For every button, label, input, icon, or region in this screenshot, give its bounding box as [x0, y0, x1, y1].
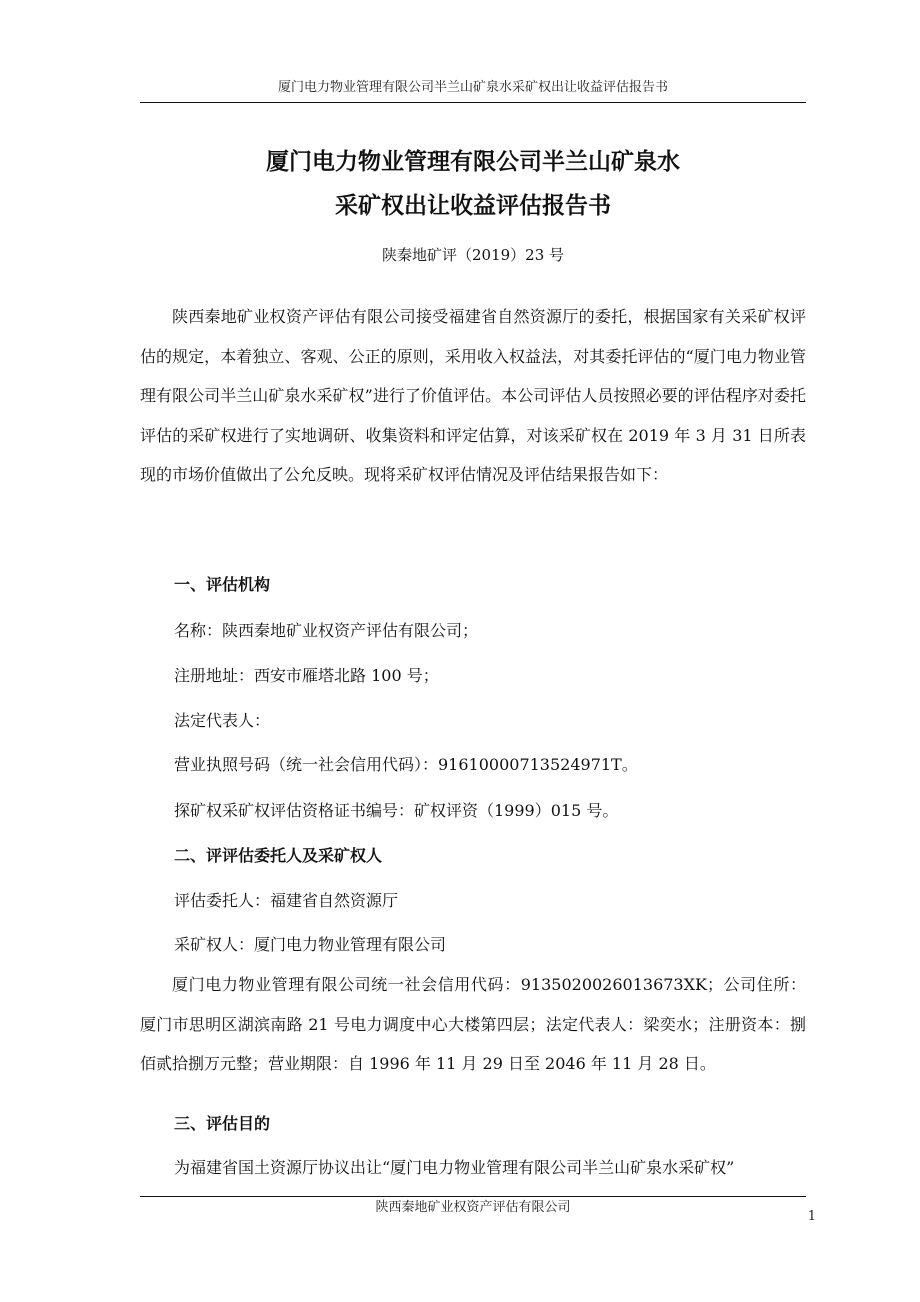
title-line-1: 厦门电力物业管理有限公司半兰山矿泉水	[266, 149, 680, 175]
intro-paragraph: 陕西秦地矿业权资产评估有限公司接受福建省自然资源厅的委托，根据国家有关采矿权评估的规定，本着独立、客观、公正的原则，采用收入权益法，对其委托评估的“厦门电力物业管理有限公司半兰山矿泉水采矿权”进行了价值评估。本公司评估人员按照必要的评估程序对委托评估的采矿权进行了实地调研、收集资料和评定估算，对该采矿权在 2019 年 3 月 31 日所表现的市场价值做出了公允反映。现将采矿权评估情况及评估结果报告如下：	[140, 307, 806, 484]
section-3-heading: 三、评估目的	[174, 1114, 271, 1133]
agency-name: 名称：陕西秦地矿业权资产评估有限公司；	[174, 621, 479, 640]
owner-detail-section	[140, 965, 806, 1084]
agency-license: 营业执照号码（统一社会信用代码）：91610000713524971T。	[174, 755, 638, 774]
purpose-line: 为福建省国土资源厅协议出让“厦门电力物业管理有限公司半兰山矿泉水采矿权”	[174, 1158, 735, 1177]
intro-section	[140, 297, 806, 495]
agency-cert: 探矿权采矿权评估资格证书编号：矿权评资（1999）015 号。	[174, 801, 619, 820]
section-2-heading: 二、评评估委托人及采矿权人	[174, 846, 383, 865]
agency-address: 注册地址：西安市雁塔北路 100 号；	[174, 666, 439, 685]
owner-line: 采矿权人：厦门电力物业管理有限公司	[174, 935, 447, 954]
report-title	[140, 140, 806, 228]
section-1-heading: 一、评估机构	[174, 575, 271, 594]
running-header: 厦门电力物业管理有限公司半兰山矿泉水采矿权出让收益评估报告书	[277, 80, 668, 95]
running-footer: 陕西秦地矿业权资产评估有限公司	[375, 1200, 571, 1215]
header-rule	[140, 102, 806, 103]
owner-detail-paragraph: 厦门电力物业管理有限公司统一社会信用代码：9135020026013673XK；公司住所：厦门市思明区湖滨南路 21 号电力调度中心大楼第四层；法定代表人：梁奕水；注册资本：捌佰贰拾捌万元整；营业期限：自 1996 年 11 月 29 日至 2046 年 11 月 28 日。	[140, 975, 806, 1073]
footer-rule	[140, 1196, 806, 1197]
client-line: 评估委托人：福建省自然资源厅	[174, 891, 399, 910]
agency-legal-rep: 法定代表人：	[174, 711, 271, 730]
page-number: 1	[807, 1209, 816, 1224]
title-line-2: 采矿权出让收益评估报告书	[335, 193, 611, 219]
document-number: 陕秦地矿评（2019）23 号	[381, 246, 565, 264]
